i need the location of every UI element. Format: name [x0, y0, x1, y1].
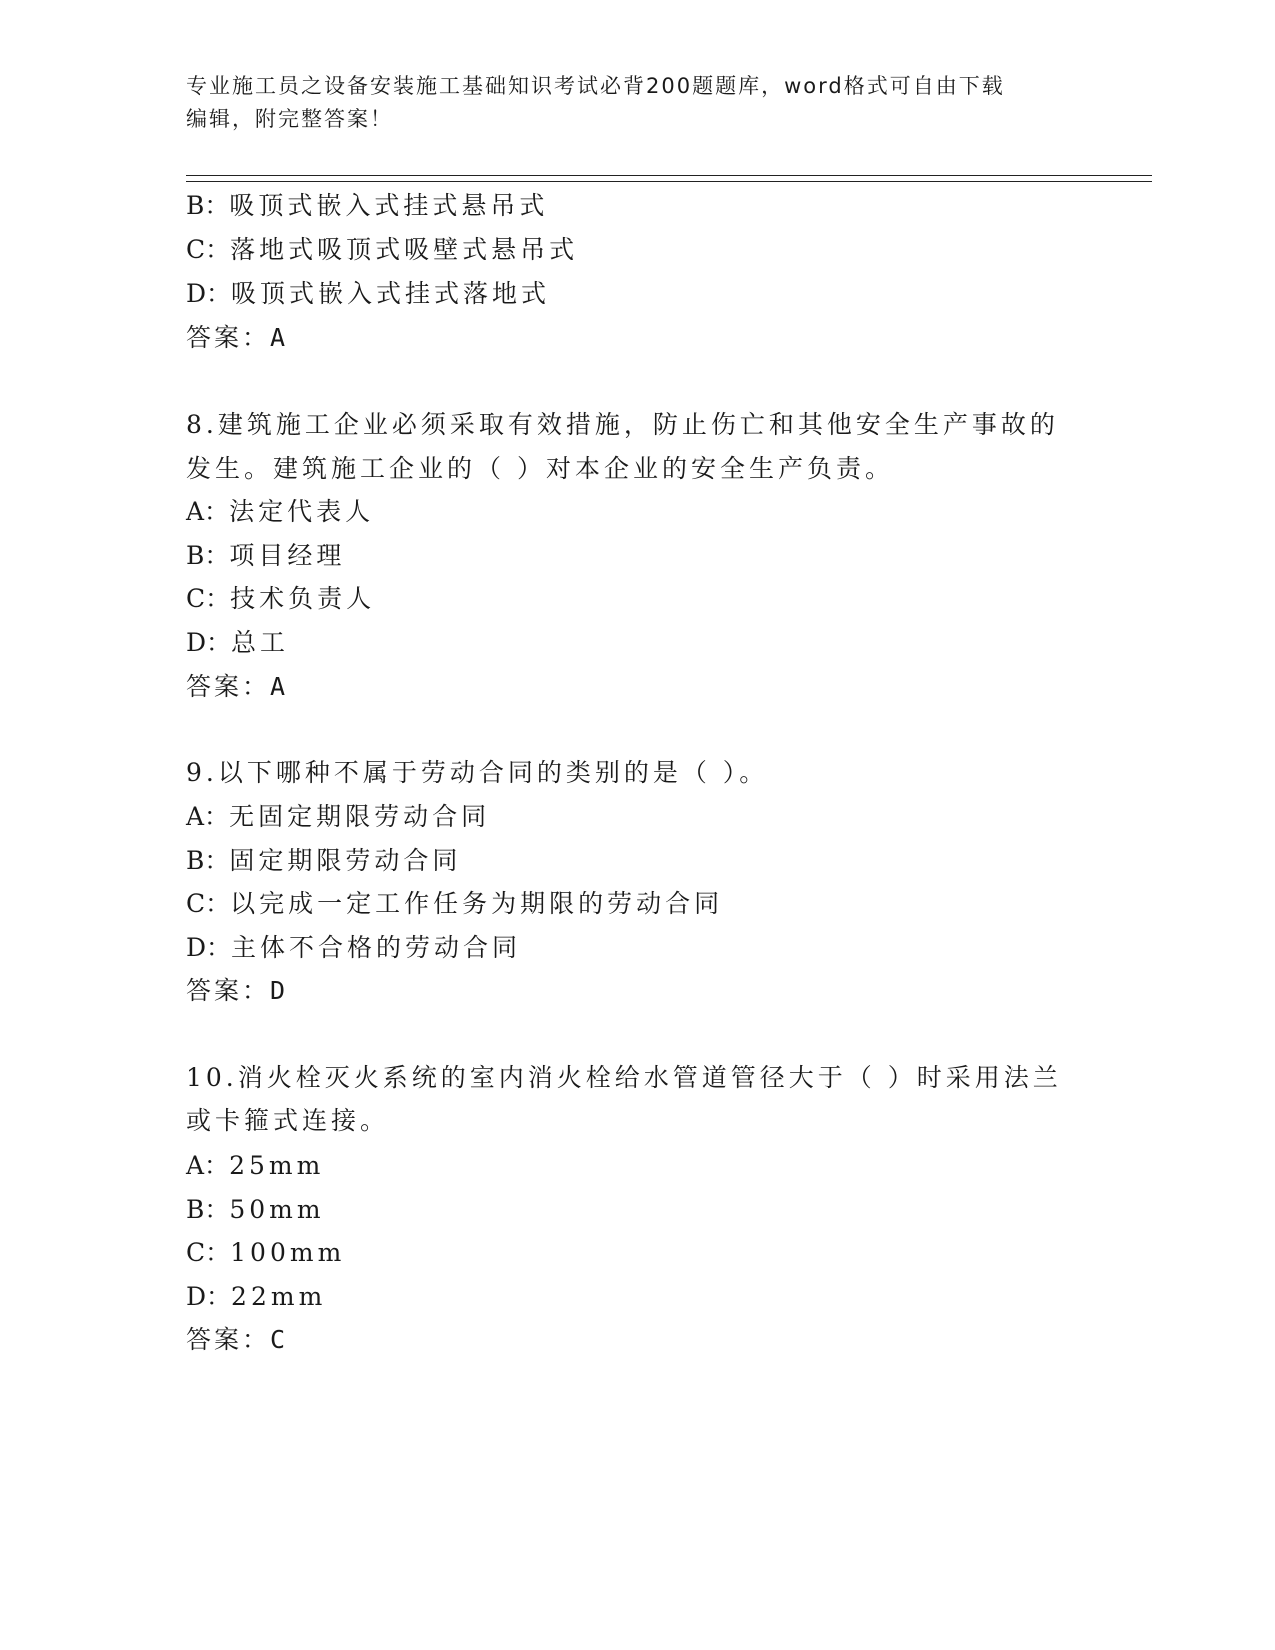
option-key: D： — [186, 933, 232, 962]
q10-option-a — [186, 1151, 324, 1181]
q9-option-d — [186, 933, 521, 963]
q7-answer — [186, 323, 285, 353]
header-divider-top — [186, 175, 1152, 176]
q7-option-c — [186, 235, 578, 265]
q8-answer — [186, 672, 285, 702]
answer-value: A — [270, 672, 286, 701]
q8-stem-line-2: 发生。建筑施工企业的（ ）对本企业的安全生产负责。 — [186, 454, 894, 483]
option-text: 吸顶式嵌入式挂式悬吊式 — [229, 191, 549, 220]
option-key: A： — [186, 802, 230, 831]
header-line-1: 专业施工员之设备安装施工基础知识考试必背200题题库，word格式可自由下载 — [186, 74, 1005, 98]
answer-label: 答案： — [186, 1325, 271, 1354]
q9-option-b — [186, 846, 461, 876]
option-text: 50mm — [229, 1195, 325, 1224]
option-key: D： — [186, 279, 232, 308]
option-key: C： — [186, 584, 231, 613]
option-key: C： — [186, 1238, 231, 1267]
option-text: 22mm — [231, 1282, 327, 1311]
option-key: D： — [186, 628, 232, 657]
q9-option-c — [186, 889, 723, 919]
option-text: 25mm — [229, 1151, 325, 1180]
option-text: 固定期限劳动合同 — [229, 846, 462, 875]
q10-option-b — [186, 1195, 325, 1225]
header-line-2: 编辑，附完整答案！ — [186, 107, 393, 131]
option-text: 总工 — [231, 628, 290, 657]
option-text: 吸顶式嵌入式挂式落地式 — [231, 279, 551, 308]
q8-option-d — [186, 628, 289, 658]
answer-label: 答案： — [186, 672, 271, 701]
q8-option-b — [186, 541, 345, 571]
option-key: D： — [186, 1282, 232, 1311]
option-text: 无固定期限劳动合同 — [229, 802, 491, 831]
option-key: C： — [186, 235, 231, 264]
option-key: B： — [186, 541, 230, 570]
answer-label: 答案： — [186, 323, 271, 352]
q8-stem-line-1: 8.建筑施工企业必须采取有效措施，防止伤亡和其他安全生产事故的 — [186, 410, 1059, 439]
option-key: B： — [186, 1195, 230, 1224]
header-divider-bottom — [186, 181, 1152, 182]
q10-stem-line-2: 或卡箍式连接。 — [186, 1106, 390, 1135]
option-text: 项目经理 — [229, 541, 346, 570]
option-text: 技术负责人 — [230, 584, 376, 613]
option-text: 法定代表人 — [229, 497, 375, 526]
q9-answer — [186, 976, 285, 1006]
q10-option-c — [186, 1238, 345, 1268]
option-text: 100mm — [230, 1238, 346, 1267]
option-text: 以完成一定工作任务为期限的劳动合同 — [230, 889, 724, 918]
option-key: C： — [186, 889, 231, 918]
option-key: B： — [186, 846, 230, 875]
option-key: A： — [186, 1151, 230, 1180]
answer-label: 答案： — [186, 976, 271, 1005]
option-text: 落地式吸顶式吸壁式悬吊式 — [230, 235, 579, 264]
answer-value: C — [270, 1325, 286, 1354]
q8-option-c — [186, 584, 375, 614]
option-key: B： — [186, 191, 230, 220]
document-header — [186, 70, 1066, 136]
q10-answer — [186, 1325, 285, 1355]
option-key: A： — [186, 497, 230, 526]
q7-option-b — [186, 191, 548, 221]
option-text: 主体不合格的劳动合同 — [231, 933, 522, 962]
answer-value: D — [270, 976, 286, 1005]
q9-option-a — [186, 802, 490, 832]
q10-option-d — [186, 1282, 326, 1312]
q7-option-d — [186, 279, 550, 309]
q8-option-a — [186, 497, 374, 527]
q10-stem-line-1: 10.消火栓灭火系统的室内消火栓给水管道管径大于（ ）时采用法兰 — [186, 1063, 1062, 1092]
answer-value: A — [270, 323, 286, 352]
q9-stem-line-1: 9.以下哪种不属于劳动合同的类别的是（ ）。 — [186, 758, 769, 787]
